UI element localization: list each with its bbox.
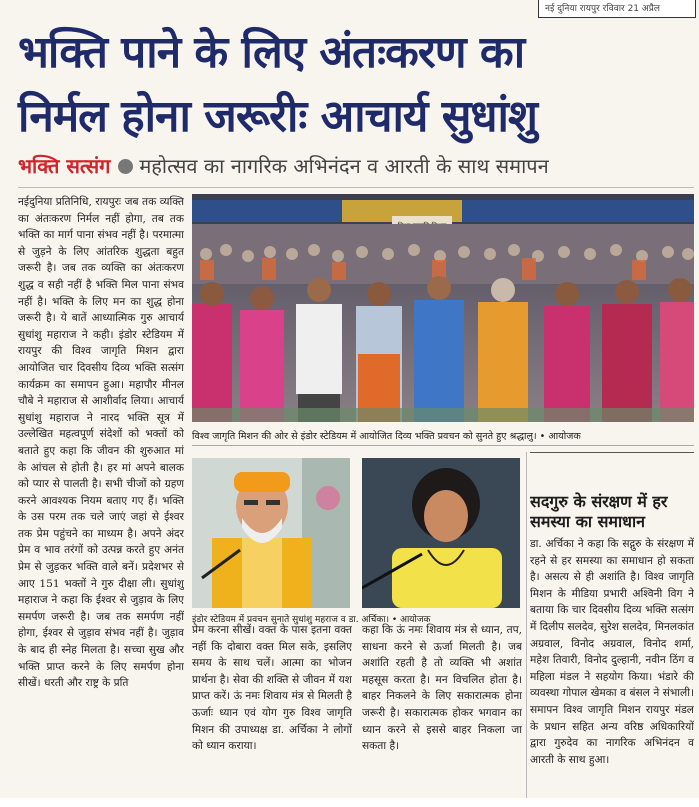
audience-illustration <box>192 194 694 422</box>
column-divider <box>526 452 527 804</box>
subheadline <box>18 152 688 184</box>
main-photo-caption: विश्व जागृति मिशन की ओर से इंडोर स्टेडियम में आयोजित दिव्य भक्ति प्रवचन को सुनते हुए श्रद्धालु। • आयोजक <box>192 431 581 442</box>
headline-line-1: भक्ति पाने के लिए अंतःकरण का <box>18 27 525 78</box>
dateline-text: नई दुनिया रायपुर रविवार 21 अप्रैल <box>545 4 660 14</box>
article-column-3: कहा कि ऊं नमः शिवाय मंत्र से ध्यान, तप, साधना करने से ऊर्जा मिलती है। जब अशांति रहती है तो व्यक्ति भी अशांत महसूस करता है। मन विचलित होता है। बाहर निकलने के लिए सकारात्मक होना जरूरी है। सकारात्मक होकर भगवान का ध्यान करने से इससे बाहर निकला जा सकता है। <box>362 624 522 753</box>
sidebar-title: सदगुरु के संरक्षण में हर समस्या का समाधान <box>530 492 668 531</box>
article-column-1: नईदुनिया प्रतिनिधि, रायपुरः जब तक व्यक्ति का अंतःकरण निर्मल नहीं होगा, तब तक भक्ति का मार्ग पाना संभव नहीं है। परमात्मा से जुड़ने के लिए आंतरिक शुद्धता बहुत जरूरी है। जब तक व्यक्ति का अंतःकरण शुद्ध व सही नहीं है भक्ति मिल पाना संभव नहीं है। भक्ति के लिए मन का शुद्ध होना जरूरी है। ये बातें आध्यात्मिक गुरु आचार्य सुधांशु महाराज ने कही। इंडोर स्टेडियम में रायपुर की विश्व जागृति मिशन द्वारा आयोजित चार दिवसीय दिव्य भक्ति सत्संग कार्यक्रम का समापन हुआ। महापौर मीनल चौबे ने महाराज से आशीर्वाद लिया। आचार्य सुधांशु महाराज ने नारद भक्ति सूत्र में उल्लेखित महत्वपूर्ण संदेशों को भक्तों को बताते हुए कहा कि जीवन की शुरुआत मां के आंचल से होती है। हर मां अपने बालक को प्यार से पालती है। सभी चीजों को ग्रहण करने आवश्यक नियम बताए गए हैं। भक्ति के उस परम तक चले जाएं जहां से ईश्वर तक प्रेम पहुंचने का माध्यम है। अपने अंदर प्रेम व भाव तरंगों को उत्पन्न करते हुए अनंत प्रेम से जुड़कर भक्ति वाले बनें। प्रदेशभर से आए 151 भक्तों ने गुरु दीक्षा ली। सुधांशु महाराज ने कहा कि ईश्वर से जुड़ाव के लिए समर्पण जरूरी है। जब तक समर्पण नहीं होगा, ईश्वर से जुड़ाव संभव नहीं है। जुड़ाव के बाद ही स्नेह मिलता है। सच्चा सुख और भक्ति प्राप्त करने के लिए समर्पण होना सीखें। धरती और राष्ट्र के प्रति <box>18 196 184 690</box>
speaker-illustration <box>362 458 520 608</box>
pair-photo-caption: इंडोर स्टेडियम में प्रवचन सुनाते सुधांशु महराज व डा. अर्चिका। • आयोजक <box>192 615 431 625</box>
bullet-icon <box>118 159 133 174</box>
caption-divider <box>192 445 694 446</box>
photo-sudhanshu-maharaj <box>192 458 350 608</box>
main-photo-audience <box>192 194 694 422</box>
kicker-label: भक्ति सत्संग <box>18 154 111 178</box>
headline-divider <box>18 187 694 188</box>
deck-text: महोत्सव का नागरिक अभिनंदन व आरती के साथ समापन <box>139 154 549 178</box>
photo-dr-archika <box>362 458 520 608</box>
sidebar-box-rule <box>530 452 694 453</box>
sidebar-text: डा. अर्चिका ने कहा कि सद्गुरु के संरक्षण में रहने से हर समस्या का समाधान हो सकता है। असत्य से ही अशांति है। विश्व जागृति मिशन के मीडिया प्रभारी अश्विनी विग ने बताया कि चार दिवसीय दिव्य भक्ति सत्संग में दिलीप सलदेव, सुरेश सलदेव, मिनलकांत अग्रवाल, विनोद अग्रवाल, विनोद शर्मा, महेश तिवारी, विनोद दुल्हानी, नवीन ठिंग व महिला मंडल ने सहयोग किया। भंडारे की व्यवस्था गोपाल खेमका व बंसल ने संभाली। समापन विश्व जागृति मिशन रायपुर मंडल के प्रधान सहित अन्य वरिष्ठ अधिकारियों द्वारा गुरुदेव का नागरिक अभिनंदन व आरती के साथ हुआ। <box>530 538 694 766</box>
headline-line-2: निर्मल होना जरूरीः आचार्य सुधांशु <box>18 91 537 142</box>
page-bottom-edge <box>0 798 699 807</box>
speaker-illustration <box>192 458 350 608</box>
sidebar-box <box>530 492 694 806</box>
dateline-box <box>538 0 696 18</box>
article-column-2: प्रेम करना सीखें। वक्त के पास इतना वक्त नहीं कि दोबारा वक्त मिल सके, इसलिए समय के साथ चलें। आत्मा का भोजन प्रार्थना है। सेवा की शक्ति से जीवन में यश प्राप्त करें। ऊं नमः शिवाय मंत्र से मिलती है ऊर्जाः ध्यान एवं योग गुरु विश्व जागृति मिशन की उपाध्यक्ष डा. अर्चिका ने लोगों को ध्यान कराया। <box>192 624 352 753</box>
